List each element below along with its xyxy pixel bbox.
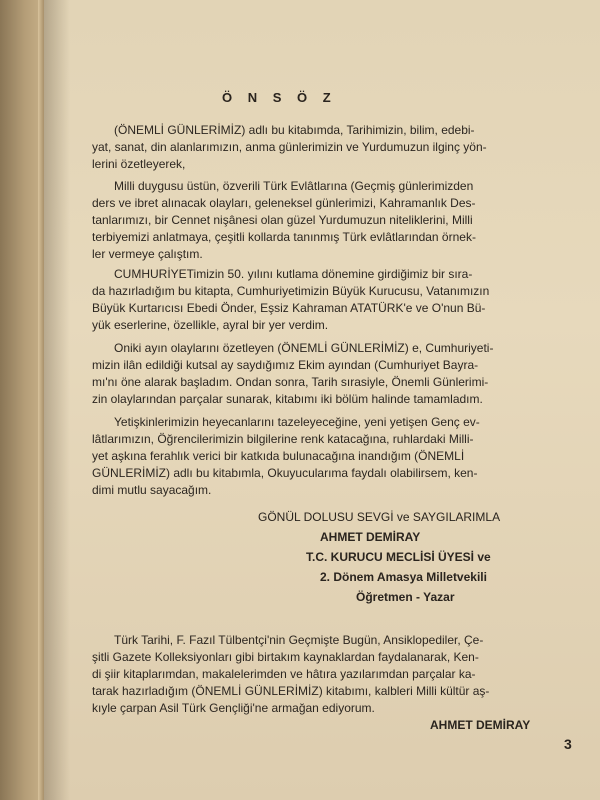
paragraph-line: Büyük Kurtarıcısı Ebedi Önder, Eşsiz Kahraman ATATÜRK'e ve O'nun Bü- xyxy=(92,301,486,315)
paragraph-line: zin olaylarından parçalar sunarak, kitabımı iki bölüm halinde tamamladım. xyxy=(92,392,483,406)
signature-title-1: T.C. KURUCU MECLİSİ ÜYESİ ve xyxy=(306,550,491,564)
paragraph-line: (ÖNEMLİ GÜNLERİMİZ) adlı bu kitabımda, Tarihimizin, bilim, edebi- xyxy=(114,123,475,137)
paragraph-4 xyxy=(92,340,532,408)
page-heading: Ö N S Ö Z xyxy=(222,90,337,105)
closing-signature: AHMET DEMİRAY xyxy=(430,718,531,732)
paragraph-line: kıyle çarpan Asil Türk Gençliği'ne armağan ediyorum. xyxy=(92,701,375,715)
paragraph-line: mı'nı öne alarak başladım. Ondan sonra, Tarih sırasiyle, Önemli Günlerimi- xyxy=(92,375,489,389)
paragraph-5 xyxy=(92,414,532,499)
paragraph-line: yük eserlerine, özellikle, ayral bir yer verdim. xyxy=(92,318,329,332)
book-page xyxy=(44,0,600,800)
paragraph-line: di şiir kitaplarımdan, makalelerimden ve hâtıra yazılarımdan parçalar ka- xyxy=(92,667,476,681)
paragraph-line: yet aşkına ferahlık verici bir katkıda bulunacağına inandığım (ÖNEMLİ xyxy=(92,449,465,463)
paragraph-line: da hazırladığım bu kitapta, Cumhuriyetimizin Büyük Kurucusu, Vatanımızın xyxy=(92,284,490,298)
paragraph-line: CUMHURİYETimizin 50. yılını kutlama dönemine girdiğimiz bir sıra- xyxy=(114,267,473,281)
paragraph-6 xyxy=(92,632,542,717)
paragraph-line: Oniki ayın olaylarını özetleyen (ÖNEMLİ GÜNLERİMİZ) e, Cumhuriyeti- xyxy=(114,341,494,355)
paragraph-line: lâtlarımızın, Öğrencilerimizin bilgilerine renk katacağına, ruhlardaki Milli- xyxy=(92,432,474,446)
signature-greeting: GÖNÜL DOLUSU SEVGİ ve SAYGILARIMLA xyxy=(258,510,501,524)
paragraph-line: yat, sanat, din alanlarımızın, anma günlerimizin ve Yurdumuzun ilginç yön- xyxy=(92,140,487,154)
paragraph-line: terbiyemizi anlatmaya, çeşitli kollarda tanınmış Türk evlâtlarından örnek- xyxy=(92,230,476,244)
paragraph-2 xyxy=(92,178,532,263)
paragraph-line: şitli Gazete Kolleksiyonları gibi birtakım kaynaklardan faydalanarak, Ken- xyxy=(92,650,479,664)
paragraph-line: dimi mutlu sayacağım. xyxy=(92,483,212,497)
paragraph-1 xyxy=(92,122,532,173)
paragraph-line: Yetişkinlerimizin heyecanlarını tazeleyeceğine, yeni yetişen Genç ev- xyxy=(114,415,480,429)
paragraph-line: lerini özetleyerek, xyxy=(92,157,186,171)
paragraph-line: Milli duygusu üstün, özverili Türk Evlâtlarına (Geçmiş günlerimizden xyxy=(114,179,474,193)
paragraph-line: mizin ilân edildiği kutsal ay saydığımız Ekim ayından (Cumhuriyet Bayra- xyxy=(92,358,479,372)
signature-name: AHMET DEMİRAY xyxy=(320,530,421,544)
paragraph-line: GÜNLERİMİZ) adlı bu kitabımla, Okuyucularıma faydalı olabilirsem, ken- xyxy=(92,466,478,480)
paragraph-line: ler vermeye çalıştım. xyxy=(92,247,203,261)
signature-title-2: 2. Dönem Amasya Milletvekili xyxy=(320,570,487,584)
paragraph-line: Türk Tarihi, F. Fazıl Tülbentçi'nin Geçmişte Bugün, Ansiklopediler, Çe- xyxy=(114,633,484,647)
paragraph-line: ders ve ibret alınacak olayları, geleneksel günlerimizi, Kahramanlık Des- xyxy=(92,196,476,210)
paragraph-3 xyxy=(92,266,532,334)
paragraph-line: tanlarımızı, bir Cennet nişânesi olan güzel Yurdumuzun niteliklerini, Milli xyxy=(92,213,473,227)
page-number: 3 xyxy=(564,736,572,752)
gutter-shadow xyxy=(44,0,70,800)
signature-title-3: Öğretmen - Yazar xyxy=(356,590,455,604)
paragraph-line: tarak hazırladığım (ÖNEMLİ GÜNLERİMİZ) kitabımı, kalbleri Milli kültür aş- xyxy=(92,684,490,698)
